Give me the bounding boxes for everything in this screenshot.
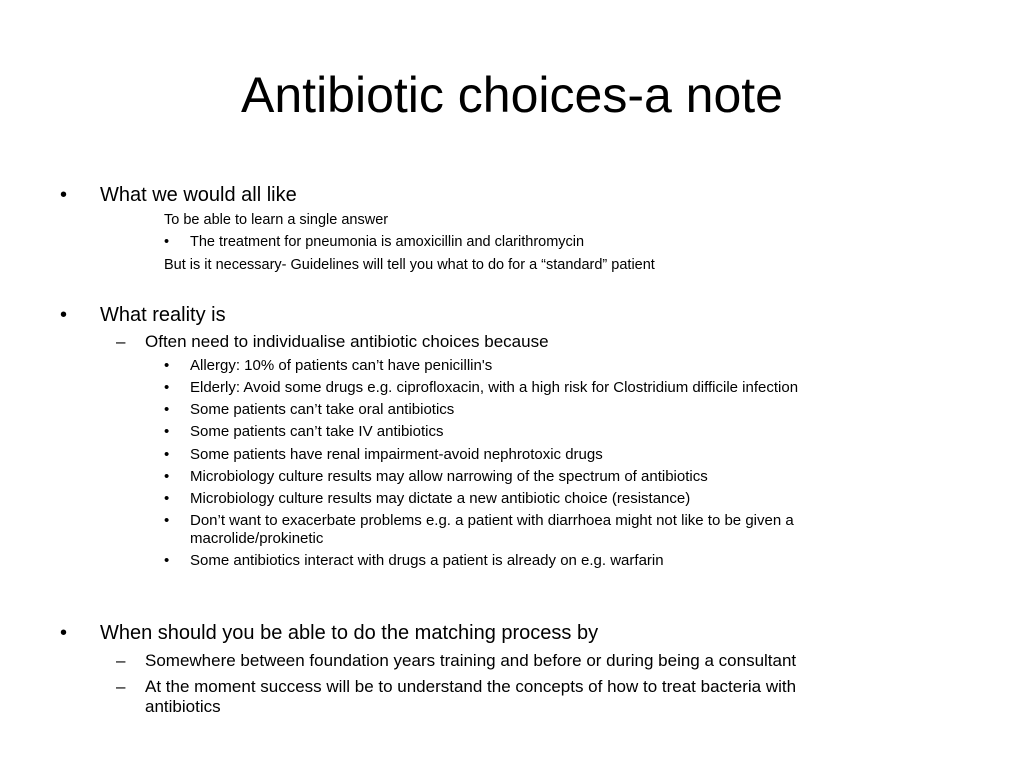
bullet-marker: • (164, 468, 170, 485)
bullet-text: What we would all like (100, 184, 297, 206)
bullet-marker: • (164, 512, 170, 529)
bullet-marker: • (164, 401, 170, 418)
sub-line-text: To be able to learn a single answer (164, 212, 389, 228)
dash-item-text: Often need to individualise antibiotic choices because (145, 332, 549, 351)
sub-bullet-text: The treatment for pneumonia is amoxicillin and clarithromycin (190, 234, 585, 250)
reason-text: Some antibiotics interact with drugs a patient is already on e.g. warfarin (190, 552, 664, 569)
dash-marker: – (116, 677, 126, 696)
reason-item-continuation (190, 529, 323, 548)
slide-title: Antibiotic choices-a note (241, 67, 783, 123)
reason-text: Allergy: 10% of patients can’t have penicillin's (190, 357, 493, 374)
reason-text: macrolide/prokinetic (190, 530, 324, 547)
sub-line (164, 211, 388, 230)
reason-text: Don’t want to exacerbate problems e.g. a patient with diarrhoea might not like to be given a (190, 512, 794, 529)
bullet-marker: • (164, 552, 170, 569)
reason-text: Some patients have renal impairment-avoid nephrotoxic drugs (190, 446, 603, 463)
bullet-text: What reality is (100, 304, 226, 326)
bullet-marker: • (60, 304, 68, 326)
bullet-marker: • (164, 357, 170, 374)
bullet-marker: • (164, 490, 170, 507)
bullet-text: When should you be able to do the matching process by (100, 622, 599, 644)
reason-text: Microbiology culture results may allow narrowing of the spectrum of antibiotics (190, 468, 708, 485)
reason-text: Some patients can’t take oral antibiotics (190, 401, 455, 418)
bullet-marker: • (60, 622, 68, 644)
dash-marker: – (116, 651, 126, 670)
bullet-marker: • (60, 184, 68, 206)
bullet-marker: • (164, 423, 170, 440)
dash-item-text: Somewhere between foundation years training and before or during being a consultant (145, 651, 797, 670)
bullet-marker: • (164, 234, 170, 250)
reason-text: Microbiology culture results may dictate a new antibiotic choice (resistance) (190, 490, 691, 507)
bullet-marker: • (164, 446, 170, 463)
dash-item-text: antibiotics (145, 697, 221, 716)
dash-marker: – (116, 332, 126, 351)
reason-text: Elderly: Avoid some drugs e.g. ciprofloxacin, with a high risk for Clostridium difficile infection (190, 379, 799, 396)
sub-line (164, 256, 655, 275)
bullet-marker: • (164, 379, 170, 396)
reason-text: Some patients can’t take IV antibiotics (190, 423, 444, 440)
sub-line-text: But is it necessary- Guidelines will tell you what to do for a “standard” patient (164, 257, 655, 273)
dash-item-text: At the moment success will be to understand the concepts of how to treat bacteria with (145, 677, 797, 696)
dash-item-continuation (145, 696, 221, 717)
